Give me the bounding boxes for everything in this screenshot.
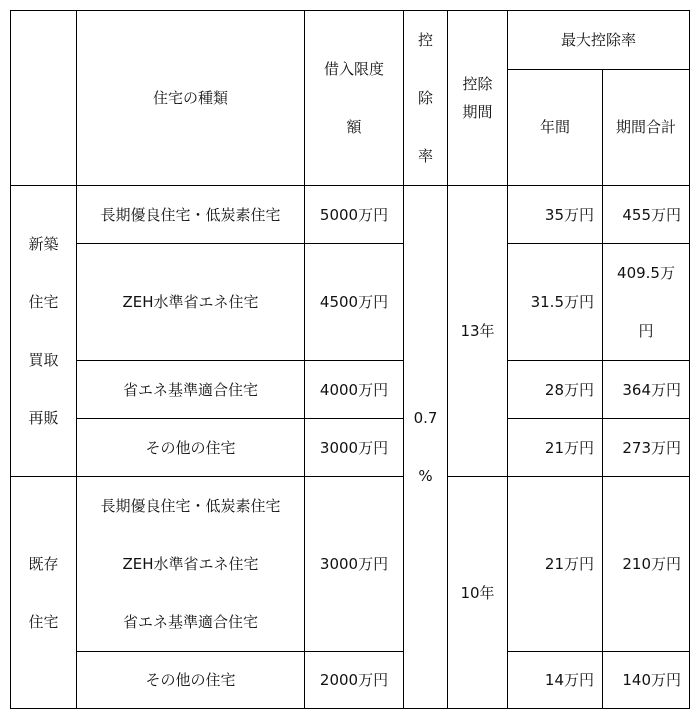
deduction-table <box>10 10 690 709</box>
annual-amount: 21万円 <box>508 419 603 477</box>
new-period: 13年 <box>448 186 508 477</box>
annual-amount: 31.5万円 <box>508 244 603 361</box>
rate-header <box>404 11 448 186</box>
rate-header-char: 除 <box>417 89 433 107</box>
limit-header <box>305 11 404 186</box>
rate-header-char: 率 <box>417 147 433 165</box>
loan-limit: 4000万円 <box>305 361 404 419</box>
total-amount: 273万円 <box>603 419 690 477</box>
annual-amount: 21万円 <box>508 477 603 652</box>
loan-limit: 5000万円 <box>305 186 404 244</box>
period-header <box>448 11 508 186</box>
limit-header-line: 借入限度 <box>323 60 384 78</box>
existing-period: 10年 <box>448 477 508 709</box>
new-section-label-line: 再販 <box>28 409 59 427</box>
annual-header: 年間 <box>508 69 603 185</box>
annual-amount: 28万円 <box>508 361 603 419</box>
housing-type: 省エネ基準適合住宅 <box>77 361 305 419</box>
rate-value-line: 0.7 <box>413 409 438 427</box>
limit-header-line: 額 <box>346 118 362 136</box>
rate-header-char: 控 <box>417 31 433 49</box>
loan-limit: 2000万円 <box>305 652 404 709</box>
total-amount: 210万円 <box>603 477 690 652</box>
total-amount-line: 409.5万 <box>617 264 675 282</box>
existing-section-label-line: 既存 <box>28 554 59 573</box>
total-amount: 455万円 <box>603 186 690 244</box>
annual-amount: 35万円 <box>508 186 603 244</box>
housing-type: 省エネ基準適合住宅 <box>122 613 258 631</box>
new-section-label-line: 買取 <box>28 351 59 369</box>
housing-type: ZEH水準省エネ住宅 <box>122 555 259 573</box>
housing-type: 長期優良住宅・低炭素住宅 <box>77 186 305 244</box>
rate-value-line: % <box>418 467 433 485</box>
period-header-line: 控除 <box>462 75 493 93</box>
period-header-line: 期間 <box>462 103 493 121</box>
total-amount: 140万円 <box>603 652 690 709</box>
corner-cell <box>11 11 77 186</box>
loan-limit: 4500万円 <box>305 244 404 361</box>
rate-value <box>404 186 448 709</box>
loan-limit: 3000万円 <box>305 419 404 477</box>
total-amount: 364万円 <box>603 361 690 419</box>
period-total-header: 期間合計 <box>603 69 690 185</box>
new-section-label <box>11 186 77 477</box>
type-header: 住宅の種類 <box>77 11 305 186</box>
existing-section-label-line: 住宅 <box>28 612 59 631</box>
housing-type: その他の住宅 <box>77 419 305 477</box>
max-rate-header: 最大控除率 <box>508 11 690 70</box>
new-section-label-line: 住宅 <box>28 293 59 311</box>
housing-type: ZEH水準省エネ住宅 <box>77 244 305 361</box>
total-amount-line: 円 <box>638 322 654 340</box>
loan-limit: 3000万円 <box>305 477 404 652</box>
annual-amount: 14万円 <box>508 652 603 709</box>
housing-type-group <box>77 477 305 652</box>
housing-type: その他の住宅 <box>77 652 305 709</box>
total-amount <box>603 244 690 361</box>
existing-section-label <box>11 477 77 709</box>
housing-type: 長期優良住宅・低炭素住宅 <box>100 497 281 515</box>
new-section-label-line: 新築 <box>28 235 59 253</box>
